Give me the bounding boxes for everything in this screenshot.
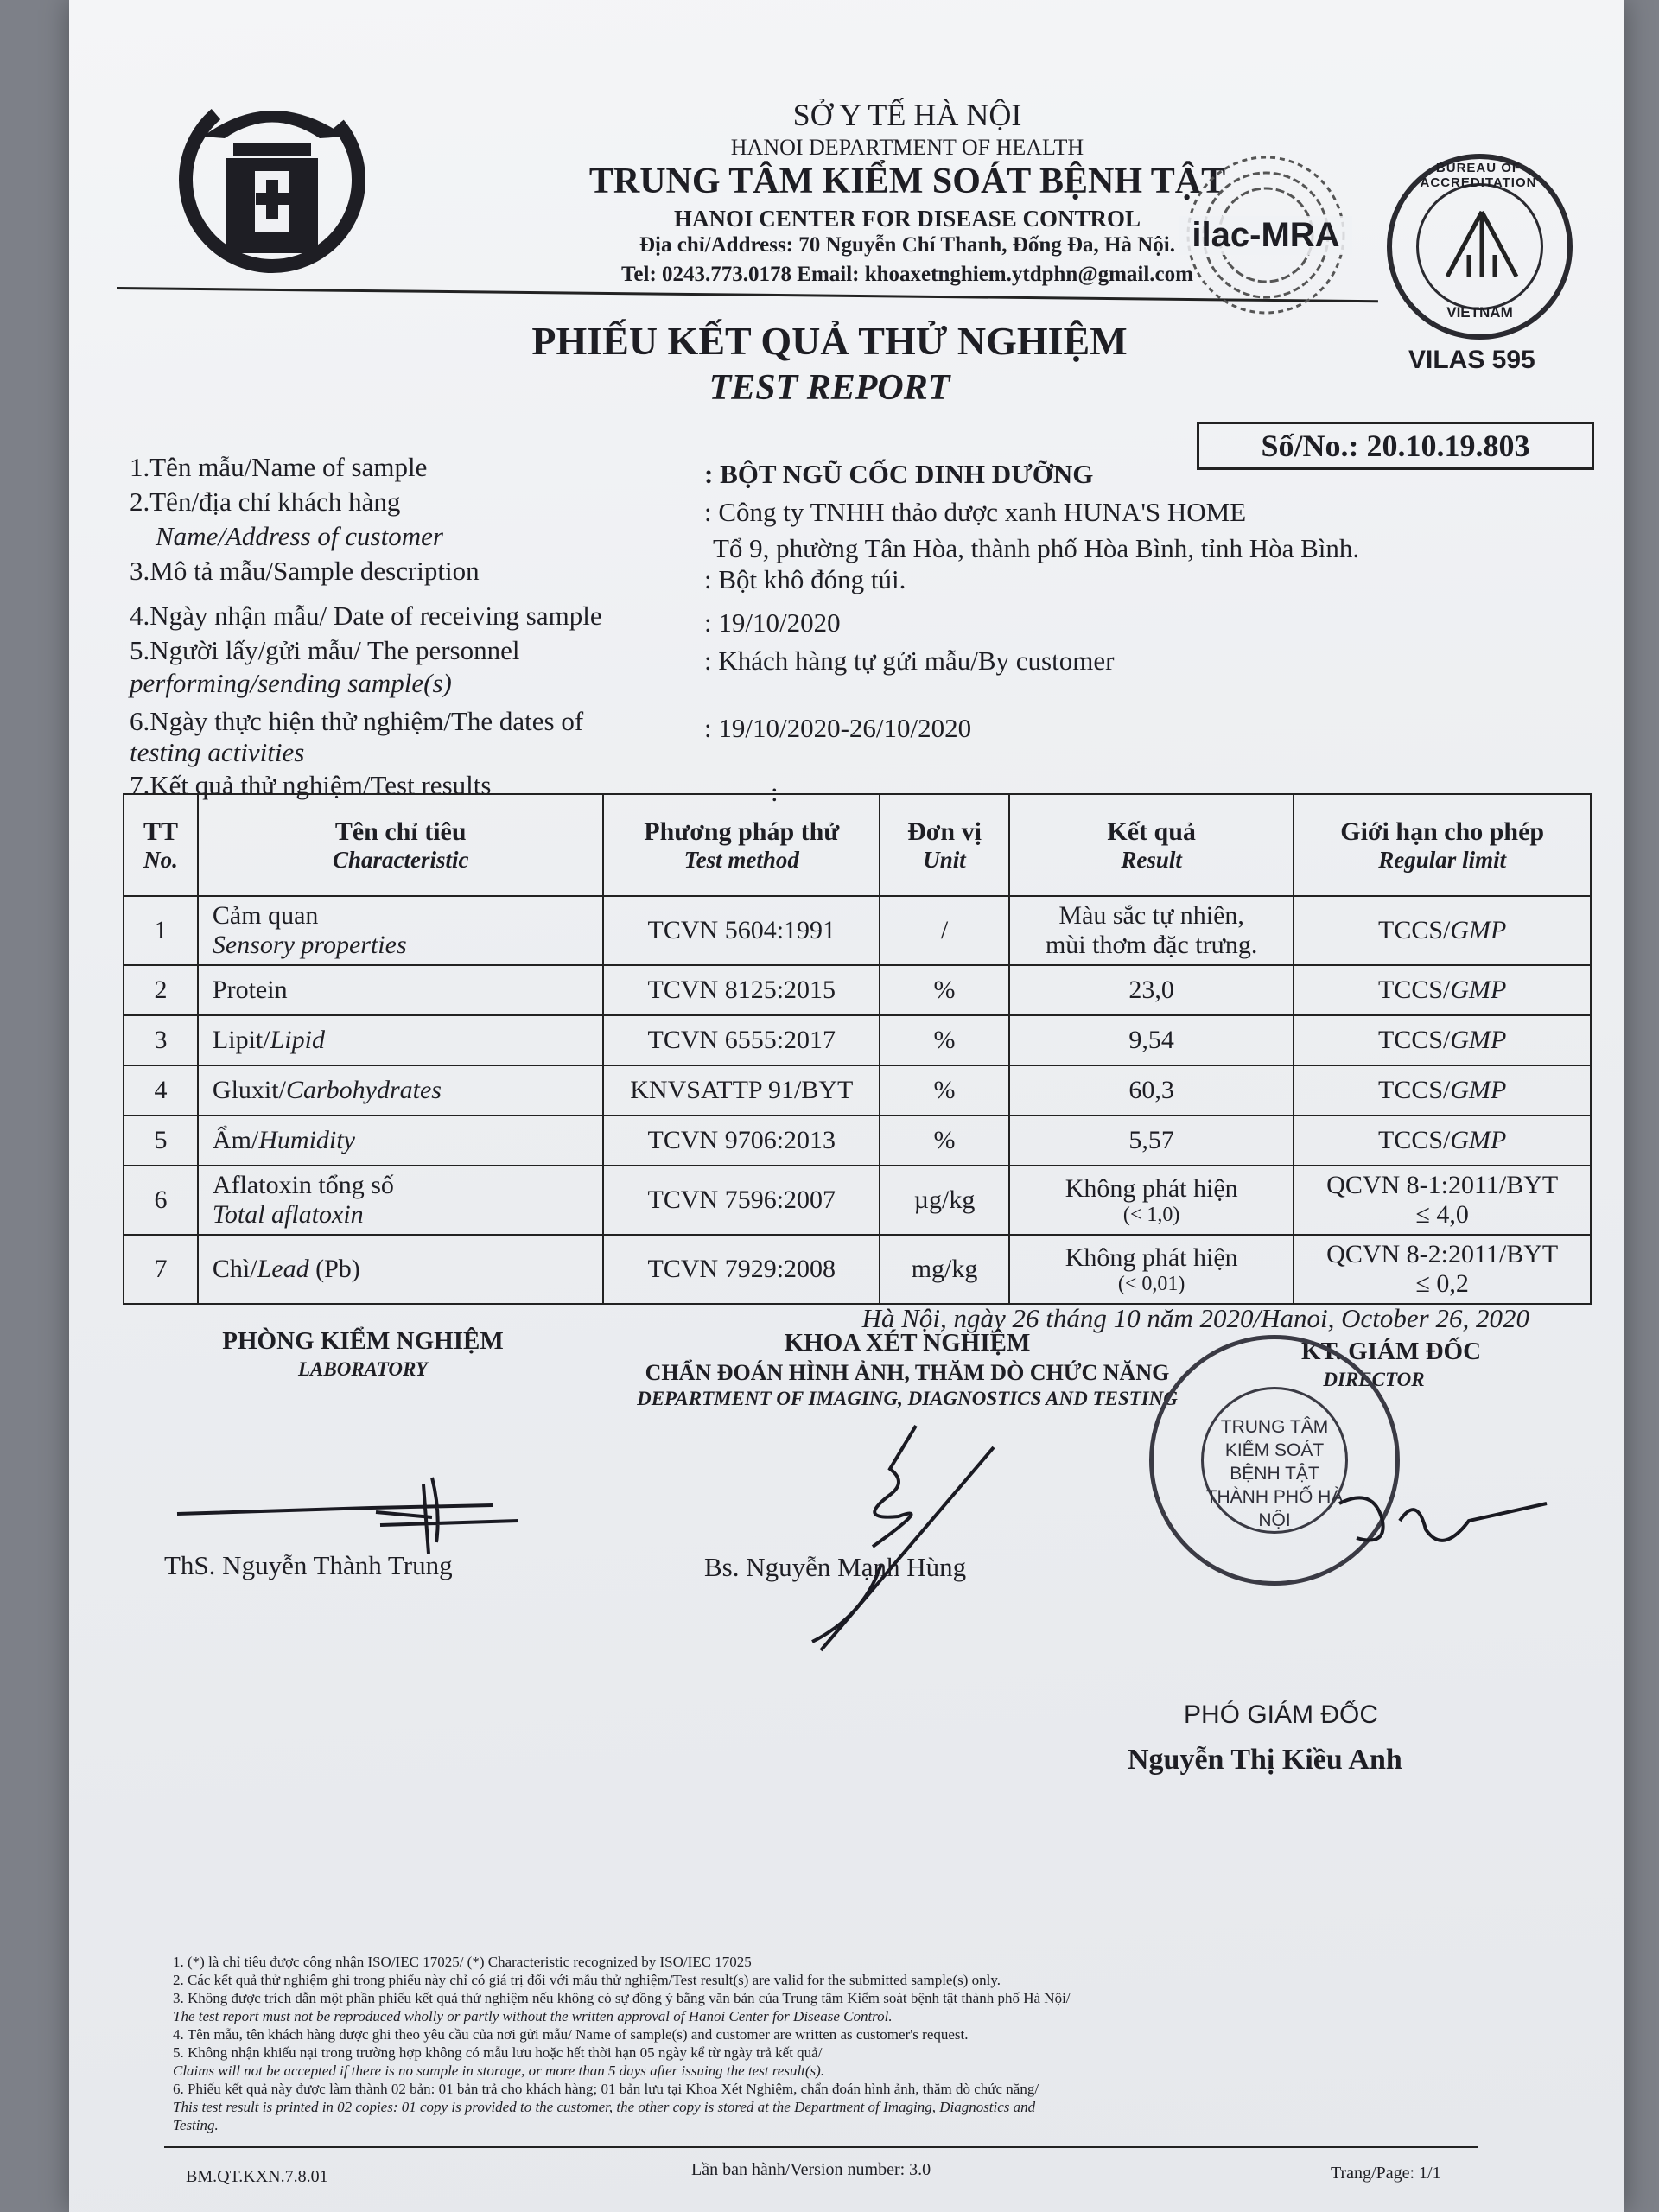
characteristic-symbol: (Pb) [308, 1255, 360, 1283]
results-table [123, 793, 1592, 1305]
customer-label-1: 2.Tên/địa chỉ khách hàng [130, 486, 401, 517]
table-row [124, 1065, 1591, 1116]
row-unit: % [880, 1015, 1009, 1065]
row-characteristic [198, 1065, 604, 1116]
row-characteristic [198, 1235, 604, 1304]
row-characteristic [198, 1116, 604, 1166]
table-row [124, 965, 1591, 1015]
dept-signature [795, 1417, 1020, 1659]
test-dates-label-1: 6.Ngày thực hiện thử nghiệm/The dates of [130, 706, 584, 736]
stamp-text: TRUNG TÂM KIỂM SOÁT BỆNH TẬT THÀNH PHỐ HÀ NỘI [1201, 1387, 1348, 1534]
vilas-code: VILAS 595 [1408, 346, 1535, 374]
page-number: Trang/Page: 1/1 [1331, 2164, 1441, 2183]
col-header-limit-vn: Giới hạn cho phép [1340, 817, 1545, 846]
sample-name-label [130, 451, 769, 484]
limit-line-1: QCVN 8-2:2011/BYT [1326, 1240, 1559, 1268]
center-address: Địa chỉ/Address: 70 Nguyễn Chí Thanh, Đống Đa, Hà Nội. [639, 233, 1176, 257]
center-title-en: HANOI CENTER FOR DISEASE CONTROL [673, 206, 1141, 232]
customer-value-2: Tổ 9, phường Tân Hòa, thành phố Hòa Bình, tỉnh Hòa Bình. [713, 533, 1360, 563]
row-limit [1294, 1116, 1591, 1166]
row-limit [1294, 1235, 1591, 1304]
row-number: 2 [124, 965, 198, 1015]
row-unit: % [880, 1116, 1009, 1166]
row-characteristic [198, 1015, 604, 1065]
limit-line-1: TCCS/ [1378, 1076, 1451, 1104]
sample-name-value: : BỘT NGŨ CỐC DINH DƯỠNG [704, 459, 1094, 489]
center-contact: Tel: 0243.773.0178 Email: khoaxetnghiem.ytdphn@gmail.com [621, 263, 1193, 286]
test-dates-value: : 19/10/2020-26/10/2020 [704, 713, 972, 743]
dept-title-vn-2: CHẨN ĐOÁN HÌNH ẢNH, THĂM DÒ CHỨC NĂNG [645, 1360, 1170, 1385]
row-unit: % [880, 1065, 1009, 1116]
row-result: 60,3 [1009, 1065, 1294, 1116]
lab-title-en: LABORATORY [298, 1358, 428, 1380]
issue-date-line: Hà Nội, ngày 26 tháng 10 năm 2020/Hanoi, October 26, 2020 [861, 1303, 1529, 1333]
ilac-mra-badge [1179, 149, 1352, 321]
sample-name-label-text: 1.Tên mẫu/Name of sample [130, 452, 428, 482]
report-number: Số/No.: 20.10.19.803 [1197, 422, 1594, 470]
row-limit [1294, 1065, 1591, 1116]
row-result [1009, 1235, 1294, 1304]
row-characteristic: Protein [198, 965, 604, 1015]
characteristic-vn: Aflatoxin tổng số [212, 1171, 394, 1199]
col-header-no [124, 794, 198, 896]
result-line-1: Màu sắc tự nhiên, [1058, 901, 1244, 930]
ilac-label: ilac-MRA [1179, 216, 1352, 255]
row-limit [1294, 896, 1591, 965]
note-line: Testing. [173, 2117, 219, 2133]
table-row [124, 896, 1591, 965]
note-line: 6. Phiếu kết quả này được làm thành 02 bản: 01 bản trả cho khách hàng; 01 bản lưu tại Khoa Xét Nghiệm, chẩn đoán hình ảnh, thăm dò chức năng/ [173, 2081, 1039, 2097]
limit-line-1: TCCS/ [1378, 916, 1451, 944]
notes-list [173, 1953, 1521, 2134]
row-result [1009, 896, 1294, 965]
note-line: 3. Không được trích dẫn một phần phiếu kết quả thử nghiệm nếu không có sự đồng ý bằng văn bản của Trung tâm Kiểm soát bệnh tật thành phố Hà Nội/ [173, 1990, 1071, 2006]
characteristic-en: Humidity [258, 1126, 355, 1154]
characteristic-en: Total aflatoxin [212, 1200, 364, 1229]
col-header-characteristic-en: Characteristic [332, 846, 469, 873]
description-label: 3.Mô tả mẫu/Sample description [130, 556, 480, 586]
limit-line-1: TCCS/ [1378, 1126, 1451, 1154]
limit-line-2: GMP [1450, 916, 1507, 944]
row-unit: µg/kg [880, 1166, 1009, 1235]
customer-value-1: : Công ty TNHH thảo dược xanh HUNA'S HOME [704, 497, 1247, 527]
col-header-result-vn: Kết quả [1107, 817, 1196, 846]
row-number: 1 [124, 896, 198, 965]
director-signature [1322, 1469, 1564, 1573]
date-received-label: 4.Ngày nhận mẫu/ Date of receiving sample [130, 601, 602, 631]
result-line-2: (< 1,0) [1122, 1203, 1180, 1226]
row-method: TCVN 8125:2015 [603, 965, 880, 1015]
deputy-director-title: PHÓ GIÁM ĐỐC [1184, 1700, 1379, 1729]
row-result: 5,57 [1009, 1116, 1294, 1166]
dept-title-en: DEPARTMENT OF IMAGING, DIAGNOSTICS AND TESTING [637, 1388, 1178, 1409]
row-characteristic [198, 1166, 604, 1235]
row-result [1009, 1166, 1294, 1235]
row-characteristic [198, 896, 604, 965]
row-method: TCVN 7596:2007 [603, 1166, 880, 1235]
row-result: 23,0 [1009, 965, 1294, 1015]
row-unit: / [880, 896, 1009, 965]
results-colon: : [771, 777, 779, 807]
boa-country: VIETNAM [1446, 304, 1513, 321]
col-header-unit-en: Unit [923, 846, 966, 873]
row-number: 5 [124, 1116, 198, 1166]
row-number: 4 [124, 1065, 198, 1116]
boa-badge [1387, 154, 1573, 340]
result-line-1: Không phát hiện [1065, 1173, 1238, 1203]
row-number: 3 [124, 1015, 198, 1065]
row-limit [1294, 965, 1591, 1015]
hanoi-health-logo [173, 76, 372, 283]
col-header-no-vn: TT [143, 817, 178, 846]
col-header-characteristic-vn: Tên chỉ tiêu [334, 817, 467, 846]
col-header-limit [1294, 794, 1591, 896]
col-header-method [603, 794, 880, 896]
row-limit [1294, 1015, 1591, 1065]
version-number: Lần ban hành/Version number: 3.0 [691, 2160, 931, 2179]
limit-line-2: GMP [1450, 976, 1507, 1004]
note-line: 4. Tên mẫu, tên khách hàng được ghi theo yêu cầu của nơi gửi mẫu/ Name of sample(s) and customer are written as customer's request. [173, 2026, 969, 2043]
limit-line-1: TCCS/ [1378, 976, 1451, 1004]
row-result: 9,54 [1009, 1015, 1294, 1065]
characteristic-vn: Lipit/ [212, 1026, 270, 1054]
row-method: TCVN 5604:1991 [603, 896, 880, 965]
customer-label-2: Name/Address of customer [156, 521, 443, 551]
note-line: 2. Các kết quả thử nghiệm ghi trong phiếu này chỉ có giá trị đối với mẫu thử nghiệm/Test result(s) are valid for the submitted sample(s) only. [173, 1972, 1001, 1988]
characteristic-en: Sensory properties [212, 931, 407, 959]
row-limit [1294, 1166, 1591, 1235]
col-header-result-en: Result [1121, 846, 1182, 873]
date-received-value: : 19/10/2020 [704, 607, 841, 638]
dept-title-vn-1: KHOA XÉT NGHIỆM [784, 1329, 1031, 1357]
note-line: Claims will not be accepted if there is no sample in storage, or more than 5 days after issuing the test result(s). [173, 2063, 825, 2079]
row-method: TCVN 9706:2013 [603, 1116, 880, 1166]
note-line: This test result is printed in 02 copies: 01 copy is provided to the customer, the other copy is stored at the Department of Imaging, Diagnostics and [173, 2099, 1036, 2115]
sender-label-1: 5.Người lấy/gửi mẫu/ The personnel [130, 635, 520, 665]
limit-line-2: GMP [1450, 1026, 1507, 1054]
characteristic-vn: Gluxit/ [212, 1076, 286, 1104]
limit-line-2: GMP [1450, 1076, 1507, 1104]
characteristic-vn: Chì/ [212, 1255, 257, 1283]
footer-divider [164, 2146, 1478, 2148]
table-row [124, 1166, 1591, 1235]
table-row [124, 1235, 1591, 1304]
characteristic-vn: Cảm quan [212, 901, 319, 930]
description-value: : Bột khô đóng túi. [704, 564, 906, 594]
characteristic-en: Lead [257, 1255, 309, 1283]
sender-value: : Khách hàng tự gửi mẫu/By customer [704, 645, 1115, 676]
row-method: TCVN 7929:2008 [603, 1235, 880, 1304]
limit-line-2: ≤ 0,2 [1415, 1269, 1469, 1298]
dept-signer-name: Bs. Nguyễn Mạnh Hùng [704, 1552, 967, 1582]
boa-tent-icon [1439, 207, 1525, 285]
col-header-result [1009, 794, 1294, 896]
col-header-characteristic [198, 794, 604, 896]
row-number: 6 [124, 1166, 198, 1235]
director-title-vn: KT. GIÁM ĐỐC [1300, 1338, 1482, 1365]
deputy-director-name: Nguyễn Thị Kiều Anh [1128, 1744, 1402, 1776]
limit-line-1: TCCS/ [1378, 1026, 1451, 1054]
sender-label-2: performing/sending sample(s) [130, 668, 452, 698]
table-header-row [124, 794, 1591, 896]
report-title-en: TEST REPORT [709, 368, 950, 408]
result-line-2: (< 0,01) [1117, 1272, 1185, 1295]
table-row [124, 1015, 1591, 1065]
row-unit: % [880, 965, 1009, 1015]
result-line-2: mùi thơm đặc trưng. [1045, 931, 1258, 959]
lab-signature [173, 1460, 588, 1555]
form-code: BM.QT.KXN.7.8.01 [186, 2167, 328, 2186]
col-header-unit-vn: Đơn vị [907, 817, 982, 846]
table-row [124, 1116, 1591, 1166]
limit-line-1: QCVN 8-1:2011/BYT [1326, 1171, 1559, 1199]
test-dates-label-2: testing activities [130, 737, 305, 767]
characteristic-en: Lipid [270, 1026, 325, 1054]
row-method: KNVSATTP 91/BYT [603, 1065, 880, 1116]
boa-ring-text: BUREAU OF ACCREDITATION [1420, 161, 1537, 190]
director-title-en: DIRECTOR [1323, 1369, 1425, 1390]
note-line: 5. Không nhận khiếu nại trong trường hợp không có mẫu lưu hoặc hết thời hạn 05 ngày kể từ ngày trả kết quả/ [173, 2044, 823, 2061]
col-header-limit-en: Regular limit [1378, 846, 1507, 873]
limit-line-2: ≤ 4,0 [1415, 1200, 1469, 1229]
center-title-vn: TRUNG TÂM KIỂM SOÁT BỆNH TẬT [588, 162, 1226, 201]
report-title-vn: PHIẾU KẾT QUẢ THỬ NGHIỆM [531, 319, 1128, 363]
row-method: TCVN 6555:2017 [603, 1015, 880, 1065]
lab-title-vn: PHÒNG KIỂM NGHIỆM [222, 1327, 504, 1355]
col-header-no-en: No. [143, 846, 178, 873]
row-unit: mg/kg [880, 1235, 1009, 1304]
col-header-unit [880, 794, 1009, 896]
report-sheet [69, 0, 1624, 2212]
lab-signer-name: ThS. Nguyễn Thành Trung [164, 1550, 453, 1580]
row-number: 7 [124, 1235, 198, 1304]
characteristic-en: Carbohydrates [285, 1076, 442, 1104]
characteristic-vn: Ẩm/ [212, 1126, 259, 1154]
result-line-1: Không phát hiện [1065, 1243, 1238, 1272]
department-title-vn: SỞ Y TẾ HÀ NỘI [792, 98, 1022, 132]
limit-line-2: GMP [1450, 1126, 1507, 1154]
note-line: 1. (*) là chỉ tiêu được công nhận ISO/IEC 17025/ (*) Characteristic recognized by ISO/IEC 17025 [173, 1954, 752, 1970]
col-header-method-vn: Phương pháp thử [644, 817, 840, 846]
results-label: 7.Kết quả thử nghiệm/Test results [130, 770, 492, 800]
note-line: The test report must not be reproduced wholly or partly without the written approval of Hanoi Center for Disease Control. [173, 2008, 893, 2024]
col-header-method-en: Test method [683, 846, 799, 873]
department-title-en: HANOI DEPARTMENT OF HEALTH [730, 135, 1084, 160]
